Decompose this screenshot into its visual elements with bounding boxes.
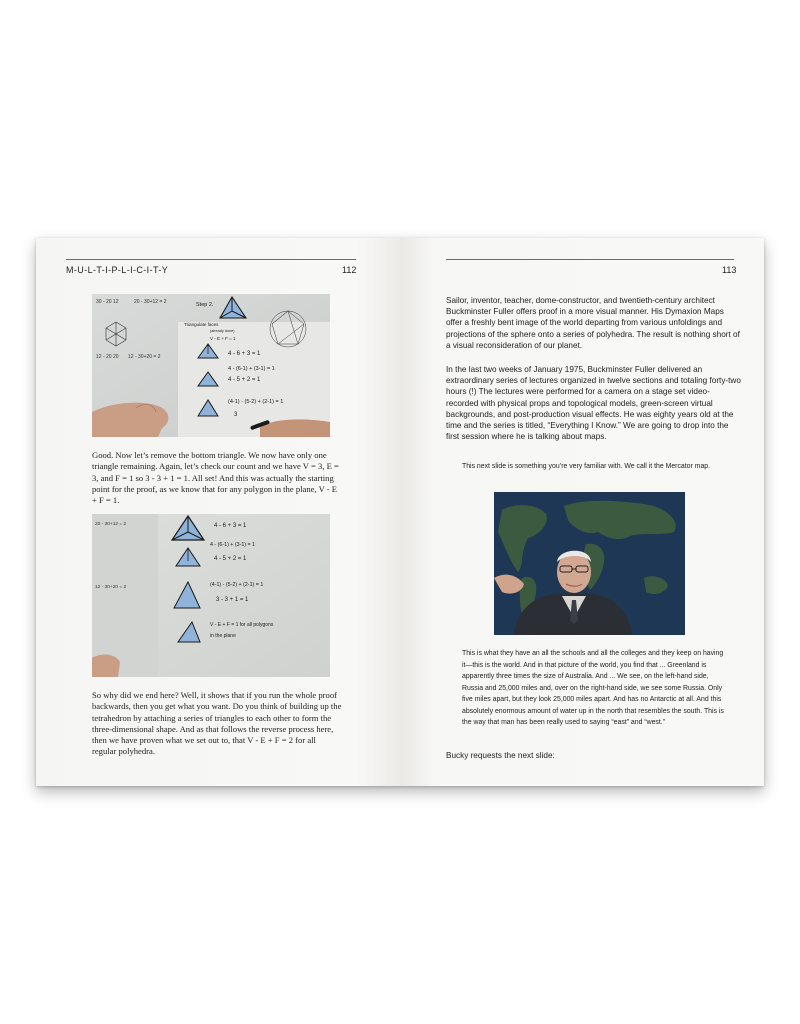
note-caption-1: Triangulate faces xyxy=(184,322,219,327)
whiteboard-photo-1 xyxy=(92,294,330,437)
right-page xyxy=(400,238,764,786)
paragraph-right-1: Sailor, inventor, teacher, dome-constructor, and twentieth-century architect Buckminster Fuller offers proof in a more visual manner. His Dymaxion Maps offer a freshly bent image of the world departing from various unfoldings and projections of the sphere onto a series of polyhedra. The result is nothing short of a visual reconsideration of our planet. xyxy=(446,296,740,350)
eq2-2: 4 - (6-1) + (3-1) = 1 xyxy=(210,542,256,548)
page-number-right: 113 xyxy=(722,265,737,275)
eq2-1: 4 - 6 + 3 = 1 xyxy=(214,523,247,529)
paragraph-right-3: Bucky requests the next slide: xyxy=(446,751,555,760)
header-rule-right xyxy=(446,259,734,260)
eq-5: 3 xyxy=(234,412,238,418)
eq-2: 4 - (6-1) + (3-1) = 1 xyxy=(228,366,275,372)
paragraph-left-1: Good. Now let’s remove the bottom triangle. We now have only one triangle remaining. Again, let’s check our count and we have V = 3, E = 3, and F = 1 so 3 - 3 + 1 = 1. All set! And this was actually the starting point for the proof, as we know that for any polygon in the plane, V - E + F = 1. xyxy=(92,450,339,506)
note-step: Step 2. xyxy=(196,302,214,308)
eq2-6: V - E + F = 1 for all polygons xyxy=(210,622,274,628)
fuller-video-still xyxy=(494,492,685,635)
hand-left-2 xyxy=(92,655,120,677)
whiteboard-drawing-1 xyxy=(92,294,330,437)
page-number-left: 112 xyxy=(342,265,357,275)
note2-left-2: 12 - 30+20 = 2 xyxy=(95,585,127,590)
mercator-map-scene xyxy=(494,492,685,635)
quote-right-2: This is what they have an all the schools and all the colleges and they keep on having it—this is the world. And in that picture of the world, you find that ... Greenland is apparently three times the size of Australia. And ... We see, on the left-hand side, Russia and 25,000 miles and, over on the right-hand side, we see some Russia. Only five miles apart, but they look 25,000 miles apart. And has no Antarctic at all. And this absolutely enormous amount of water up in the north that resembles the south. This is the way that man has been really used to saying “east” and “west.” xyxy=(462,650,724,726)
running-head: M-U-L-T-I-P-L-I-C-I-T-Y xyxy=(66,265,169,275)
header-rule-left xyxy=(66,259,356,260)
eq-3: 4 - 5 + 2 = 1 xyxy=(228,377,261,383)
eq-4: (4-1) - (5-2) + (2-1) = 1 xyxy=(228,399,284,405)
note2-left-1: 20 - 30+12 = 2 xyxy=(95,522,127,527)
eq2-7: in the plane xyxy=(210,633,236,639)
note-top-left-2: 20 - 30+12 = 2 xyxy=(134,299,167,305)
quote-right-1: This next slide is something you’re very familiar with. We call it the Mercator map. xyxy=(462,463,711,470)
whiteboard-photo-2 xyxy=(92,514,330,677)
note-caption-2: (already done) xyxy=(210,329,235,333)
eq-1: 4 - 6 + 3 = 1 xyxy=(228,351,261,357)
eq2-4: (4-1) - (5-2) + (2-1) = 1 xyxy=(210,582,264,588)
note-caption-3: V - E + F = 1 xyxy=(210,336,236,341)
note-top-left-1: 30 - 20 12 xyxy=(96,299,119,305)
paragraph-left-2: So why did we end here? Well, it shows that if you run the whole proof backwards, then you get what you want. Do you think of building up the tetrahedron by attaching a series of triangles to each other to form the three-dimensional shape. And as that follows the reverse process here, then we have proven what we set out to, that V - E + F = 2 for all regular polyhedra. xyxy=(92,690,342,757)
whiteboard-drawing-2 xyxy=(92,514,330,677)
eq2-5: 3 - 3 + 1 = 1 xyxy=(216,597,249,603)
note-left-2: 12 - 30+20 = 2 xyxy=(128,354,161,360)
hand-left xyxy=(92,403,168,437)
left-page xyxy=(36,238,400,786)
paragraph-right-2: In the last two weeks of January 1975, Buckminster Fuller delivered an extraordinary series of lectures organized in twelve sections and totaling forty-two hours (!) The lectures were performed for a camera on a stage set video-recorded with physical props and topological models, green-screen virtual backgrounds, and post-production visual effects. He was eighty years old at the time and the series is titled, “Everything I Know.” We are going to drop into the first session where he is talking about maps. xyxy=(446,365,741,442)
note-left-1: 12 - 20 20 xyxy=(96,354,119,360)
eq2-3: 4 - 5 + 2 = 1 xyxy=(214,556,247,562)
